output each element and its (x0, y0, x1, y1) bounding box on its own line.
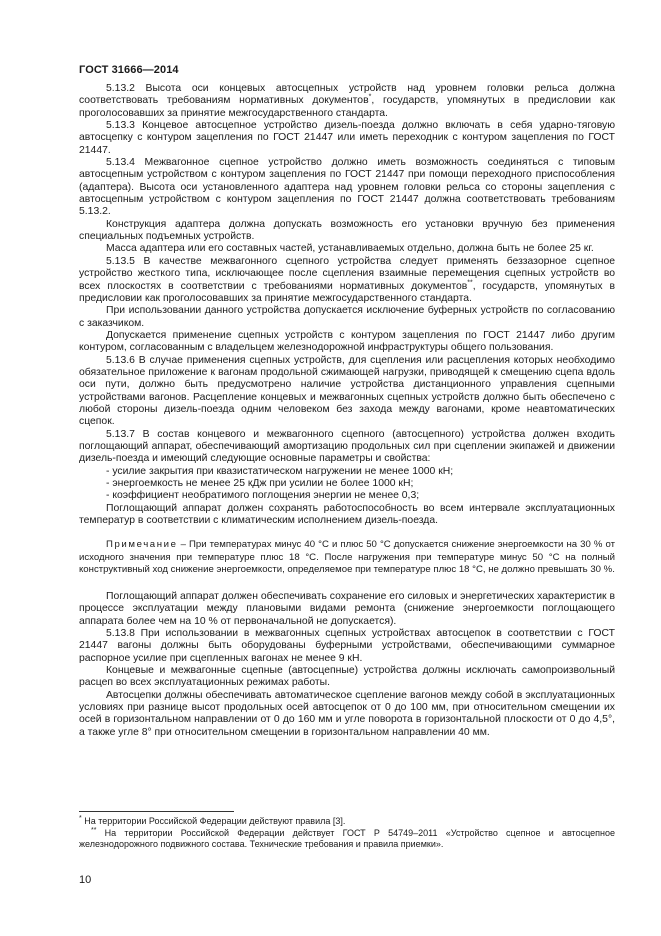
note (79, 539, 615, 576)
paragraph-absorber-characteristics: Поглощающий аппарат должен обеспечивать сохранение его силовых и энергетических характеристик в процессе эксплуатации между плановыми видами ремонта (снижение энергоемкости поглощающего аппарата более чем на 10 % от первоначальной не допускается). (79, 590, 615, 627)
paragraph-5-13-7: 5.13.7 В состав концевого и межвагонного сцепного (автосцепного) устройства должен входить поглощающий аппарат, обеспечивающий амортизацию продольных сил при сцеплении экипажей и движении дизель-поезда и имеющий следующие основные параметры и свойства: (79, 428, 615, 465)
footnote-ref-1[interactable]: * (368, 93, 372, 101)
page-number: 10 (79, 874, 92, 886)
paragraph-absorber-operability: Поглощающий аппарат должен сохранять работоспособность во всем интервале эксплуатационных температур в соответствии с климатическим исполнением дизель-поезда. (79, 502, 615, 527)
footnote-ref-2[interactable]: ** (467, 279, 473, 287)
paragraph-self-uncoupling: Концевые и межвагонные сцепные (автосцепные) устройства должны исключать самопроизвольный расцеп во всех эксплуатационных режимах работы. (79, 665, 615, 689)
document-header: ГОСТ 31666—2014 (79, 64, 179, 76)
list-item: - коэффициент необратимого поглощения энергии не менее 0,3; (106, 490, 420, 502)
paragraph-adapter-mass: Масса адаптера или его составных частей, устанавливаемых отдельно, должна быть не более 25 кг. (106, 243, 594, 255)
footnote-2: ** На территории Российской Федерации действует ГОСТ Р 54749–2011 «Устройство сцепное и автосцепное железнодорожного подвижного состава. Технические требования и правила приемки». (79, 826, 615, 850)
paragraph-5-13-4: 5.13.4 Межвагонное сцепное устройство должно иметь возможность соединяться с типовым автосцепным устройством с контуром зацепления по ГОСТ 21447 при помощи переходного приспособления (адаптера). Высота оси установленного адаптера над уровнем головки рельса со стороны зацепления с автосцепным устройством с контуром зацепления по ГОСТ 21447 должна соответствовать требованиям 5.13.2. (79, 157, 615, 218)
footnote-1: * На территории Российской Федерации действуют правила [3]. (79, 815, 346, 826)
paragraph-buffer-exclusion: При использовании данного устройства допускается исключение буферных устройств по согласованию с заказчиком. (79, 305, 615, 329)
document-body (79, 83, 615, 739)
paragraph-5-13-2: 5.13.2 Высота оси концевых автосцепных устройств над уровнем головки рельса должна соответствовать требованиям нормативных документов*, государств, упомянутых в предисловии как проголосовавших за принятие межгосударственного стандарта. (79, 83, 616, 119)
list-item: - энергоемкость не менее 25 кДж при усилии не более 1000 кН; (106, 478, 414, 489)
paragraph-automatic-coupling: Автосцепки должны обеспечивать автоматическое сцепление вагонов между собой в эксплуатационных условиях при разнице высот продольных осей автосцепок от 0 до 100 мм, при относительном смещении их осей в горизонтальном направлении от 0 до 160 мм и угле поворота в горизонтальной плоскости от 0 до 4,5°, а также угле 8° при относительном смещении в горизонтальном направлении 40 мм. (79, 689, 615, 738)
paragraph-adapter-design: Конструкция адаптера должна допускать возможность его установки вручную без применения специальных подъемных устройств. (79, 218, 615, 243)
paragraph-5-13-5: 5.13.5 В качестве межвагонного сцепного устройства следует применять беззазорное сцепное устройство жесткого типа, исключающее после сцепления взаимные перемещения сцепных устройств во всех плоскостях в соответствии с требованиями нормативных документов**, государств, упомянутых в предисловии как проголосовавших за принятие межгосударственного стандарта. (79, 255, 615, 304)
footnote-separator (79, 811, 234, 812)
paragraph-5-13-6: 5.13.6 В случае применения сцепных устройств, для сцепления или расцепления которых необходимо обязательное приложение к вагонам продольной сжимающей нагрузки, приводящей к смещению сцепа вдоль оси пути, должно быть предусмотрено наличие устройства дистанционного управления сцепными устройствами вагонов. Расцепление концевых и межвагонных сцепных устройств должно быть обеспечено с любой стороны дизель-поезда одним человеком без захода между вагонами, кроме неавтоматических сцепок. (79, 354, 615, 428)
paragraph-coupling-contour: Допускается применение сцепных устройств с контуром зацепления по ГОСТ 21447 либо другим контуром, согласованным с владельцем железнодорожной инфраструктуры общего пользования. (79, 329, 615, 354)
note-label: Примечание (106, 539, 178, 551)
note-text: – При температурах минус 40 °С и плюс 50 °С допускается снижение энергоемкости на 30 % от исходного значения при температуре плюс 18 °С. После нагружения при температуре минус 50 °С на полный конструктивный ход снижение энергоемкости, определяемое при температуре плюс 18 °С, не должно превышать 30 %. (79, 539, 615, 575)
list-item: - усилие закрытия при квазистатическом нагружении не менее 1000 кН; (106, 465, 454, 477)
footnotes (79, 816, 615, 851)
paragraph-5-13-3: 5.13.3 Концевое автосцепное устройство дизель-поезда должно включать в себя ударно-тяговую автосцепку с контуром зацепления по ГОСТ 21447 или иметь переходник с контуром зацепления по ГОСТ 21447. (79, 120, 615, 156)
paragraph-5-13-8: 5.13.8 При использовании в межвагонных сцепных устройствах автосцепок в соответствии с ГОСТ 21447 вагоны должны быть оборудованы буферными устройствами, обеспечивающими суммарное распорное усилие при сцепленных вагонах не менее 9 кН. (79, 628, 615, 664)
